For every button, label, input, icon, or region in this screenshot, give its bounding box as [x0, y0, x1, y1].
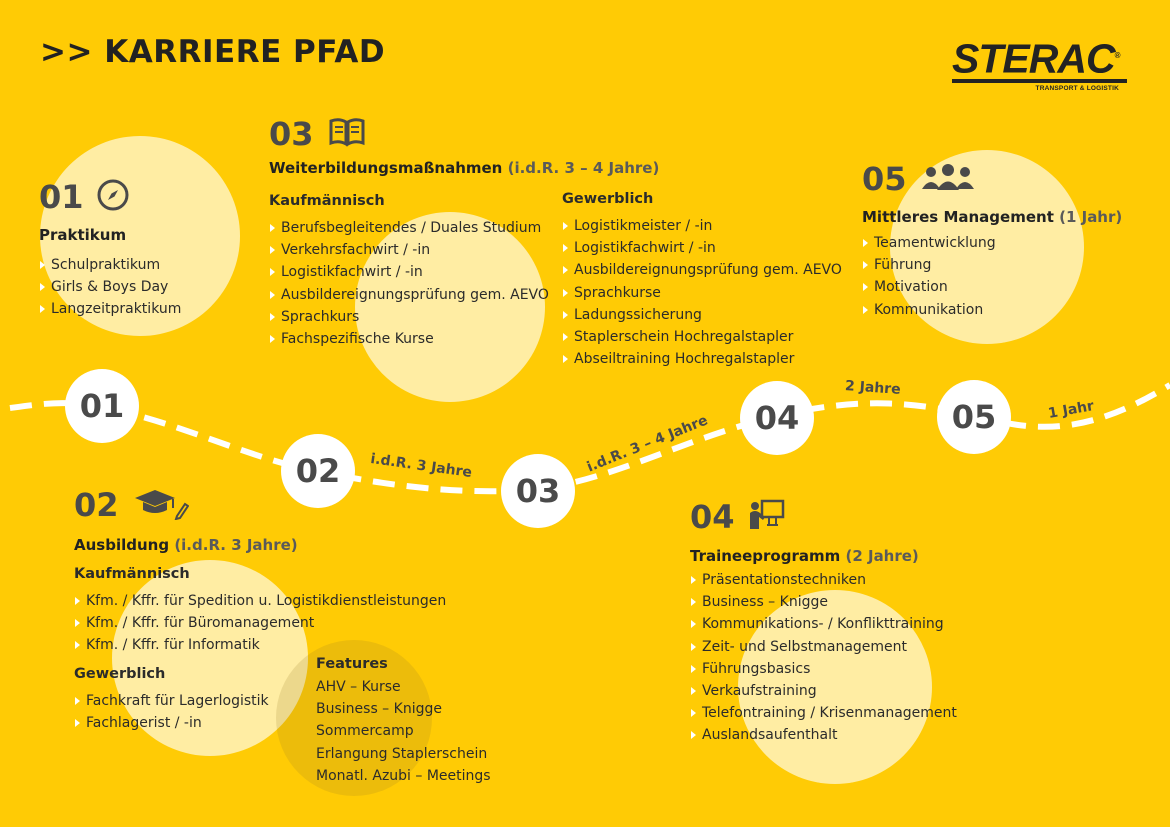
stage-duration: (2 Jahre)	[845, 547, 919, 565]
list-item: AHV – Kurse	[316, 679, 401, 695]
list-item: Sprachkurse	[562, 282, 842, 304]
path-node-02: 02	[281, 434, 355, 508]
stage-duration: (i.d.R. 3 – 4 Jahre)	[507, 159, 660, 177]
list-item: Sommercamp	[316, 723, 414, 740]
logo-tagline: TRANSPORT & LOGISTIK	[1035, 84, 1119, 92]
list-item: Kommunikations- / Konflikttraining	[690, 613, 957, 635]
list-item: Ausbildereignungsprüfung gem. AEVO	[562, 259, 842, 281]
logo-registered: ®	[1114, 51, 1120, 60]
stage-03-gewerblich	[562, 191, 842, 370]
section-label: Kaufmännisch	[269, 193, 385, 209]
stage-03	[269, 117, 659, 177]
stage-title: Ausbildung	[74, 536, 170, 554]
path-node-03: 03	[501, 454, 575, 528]
list-item: Monatl. Azubi – Meetings	[316, 767, 491, 784]
stage-number: 04	[690, 498, 735, 536]
stage-05	[862, 162, 1122, 321]
list-item: Girls & Boys Day	[39, 276, 181, 298]
list-item: Kfm. / Kffr. für Büromanagement	[74, 612, 446, 634]
stage-duration: (i.d.R. 3 Jahre)	[174, 536, 298, 554]
list-item: Sprachkurs	[269, 306, 549, 328]
list-item: Motivation	[862, 276, 1122, 298]
list-item: Verkaufstraining	[690, 680, 957, 702]
list-item: Fachlagerist / -in	[74, 712, 446, 734]
path-label-04-05: 2 Jahre	[844, 378, 902, 398]
stage-number: 05	[862, 160, 907, 198]
presentation-icon	[749, 499, 785, 535]
stage-title: Praktikum	[39, 226, 127, 244]
list-item: Logistikfachwirt / -in	[269, 261, 549, 283]
list-item: Zeit- und Selbstmanagement	[690, 636, 957, 658]
list-item: Staplerschein Hochregalstapler	[562, 326, 842, 348]
list-item: Telefontraining / Krisenmanagement	[690, 702, 957, 724]
list-item: Ladungssicherung	[562, 304, 842, 326]
list-item: Business – Knigge	[690, 591, 957, 613]
list-item: Logistikfachwirt / -in	[562, 237, 842, 259]
list-item: Erlangung Staplerschein	[316, 745, 488, 762]
path-node-04: 04	[740, 381, 814, 455]
list-item: Abseiltraining Hochregalstapler	[562, 348, 842, 370]
path-node-05: 05	[937, 380, 1011, 454]
section-label: Features	[316, 656, 388, 672]
list-item: Präsentationstechniken	[690, 569, 957, 591]
stage-number: 01	[39, 178, 84, 216]
team-icon	[921, 163, 975, 195]
stage-number: 03	[269, 115, 314, 153]
logo-name: STERAC	[952, 35, 1115, 82]
compass-icon	[96, 178, 130, 216]
section-label: Gewerblich	[74, 665, 166, 682]
stage-duration: (1 Jahr)	[1059, 208, 1123, 226]
list-item: Kommunikation	[862, 299, 1122, 321]
stage-title: Weiterbildungsmaßnahmen	[269, 159, 503, 177]
stage-04	[690, 499, 957, 747]
stage-number: 02	[74, 486, 119, 524]
list-item: Berufsbegleitendes / Duales Studium	[269, 217, 549, 239]
list-item: Ausbildereignungsprüfung gem. AEVO	[269, 284, 549, 306]
path-label-03-04: i.d.R. 3 – 4 Jahre	[584, 412, 711, 476]
list-item: Fachkraft für Lagerlogistik	[74, 690, 446, 712]
list-item: Business – Knigge	[316, 701, 442, 718]
section-label: Kaufmännisch	[74, 566, 190, 582]
list-item: Logistikmeister / -in	[562, 215, 842, 237]
path-label-05-end: 1 Jahr	[1046, 398, 1096, 422]
list-item: Auslandsaufenthalt	[690, 724, 957, 746]
list-item: Langzeitpraktikum	[39, 298, 181, 320]
stage-02-features	[316, 656, 491, 787]
list-item: Führungsbasics	[690, 658, 957, 680]
list-item: Kfm. / Kffr. für Spedition u. Logistikdienstleistungen	[74, 590, 446, 612]
list-item: Schulpraktikum	[39, 254, 181, 276]
path-label-02-03: i.d.R. 3 Jahre	[369, 450, 473, 482]
section-label: Gewerblich	[562, 191, 654, 207]
stage-title: Mittleres Management	[862, 208, 1054, 226]
stage-title: Traineeprogramm	[690, 547, 841, 565]
book-icon	[328, 117, 366, 151]
list-item: Führung	[862, 254, 1122, 276]
stage-03-kaufmaennisch	[269, 193, 549, 350]
stage-01	[39, 178, 181, 321]
path-node-01: 01	[65, 369, 139, 443]
graduation-cap-icon	[133, 486, 189, 524]
list-item: Fachspezifische Kurse	[269, 328, 549, 350]
list-item: Kfm. / Kffr. für Informatik	[74, 634, 446, 656]
list-item: Verkehrsfachwirt / -in	[269, 239, 549, 261]
list-item: Teamentwicklung	[862, 232, 1122, 254]
page-title: >> KARRIERE PFAD	[40, 34, 386, 70]
